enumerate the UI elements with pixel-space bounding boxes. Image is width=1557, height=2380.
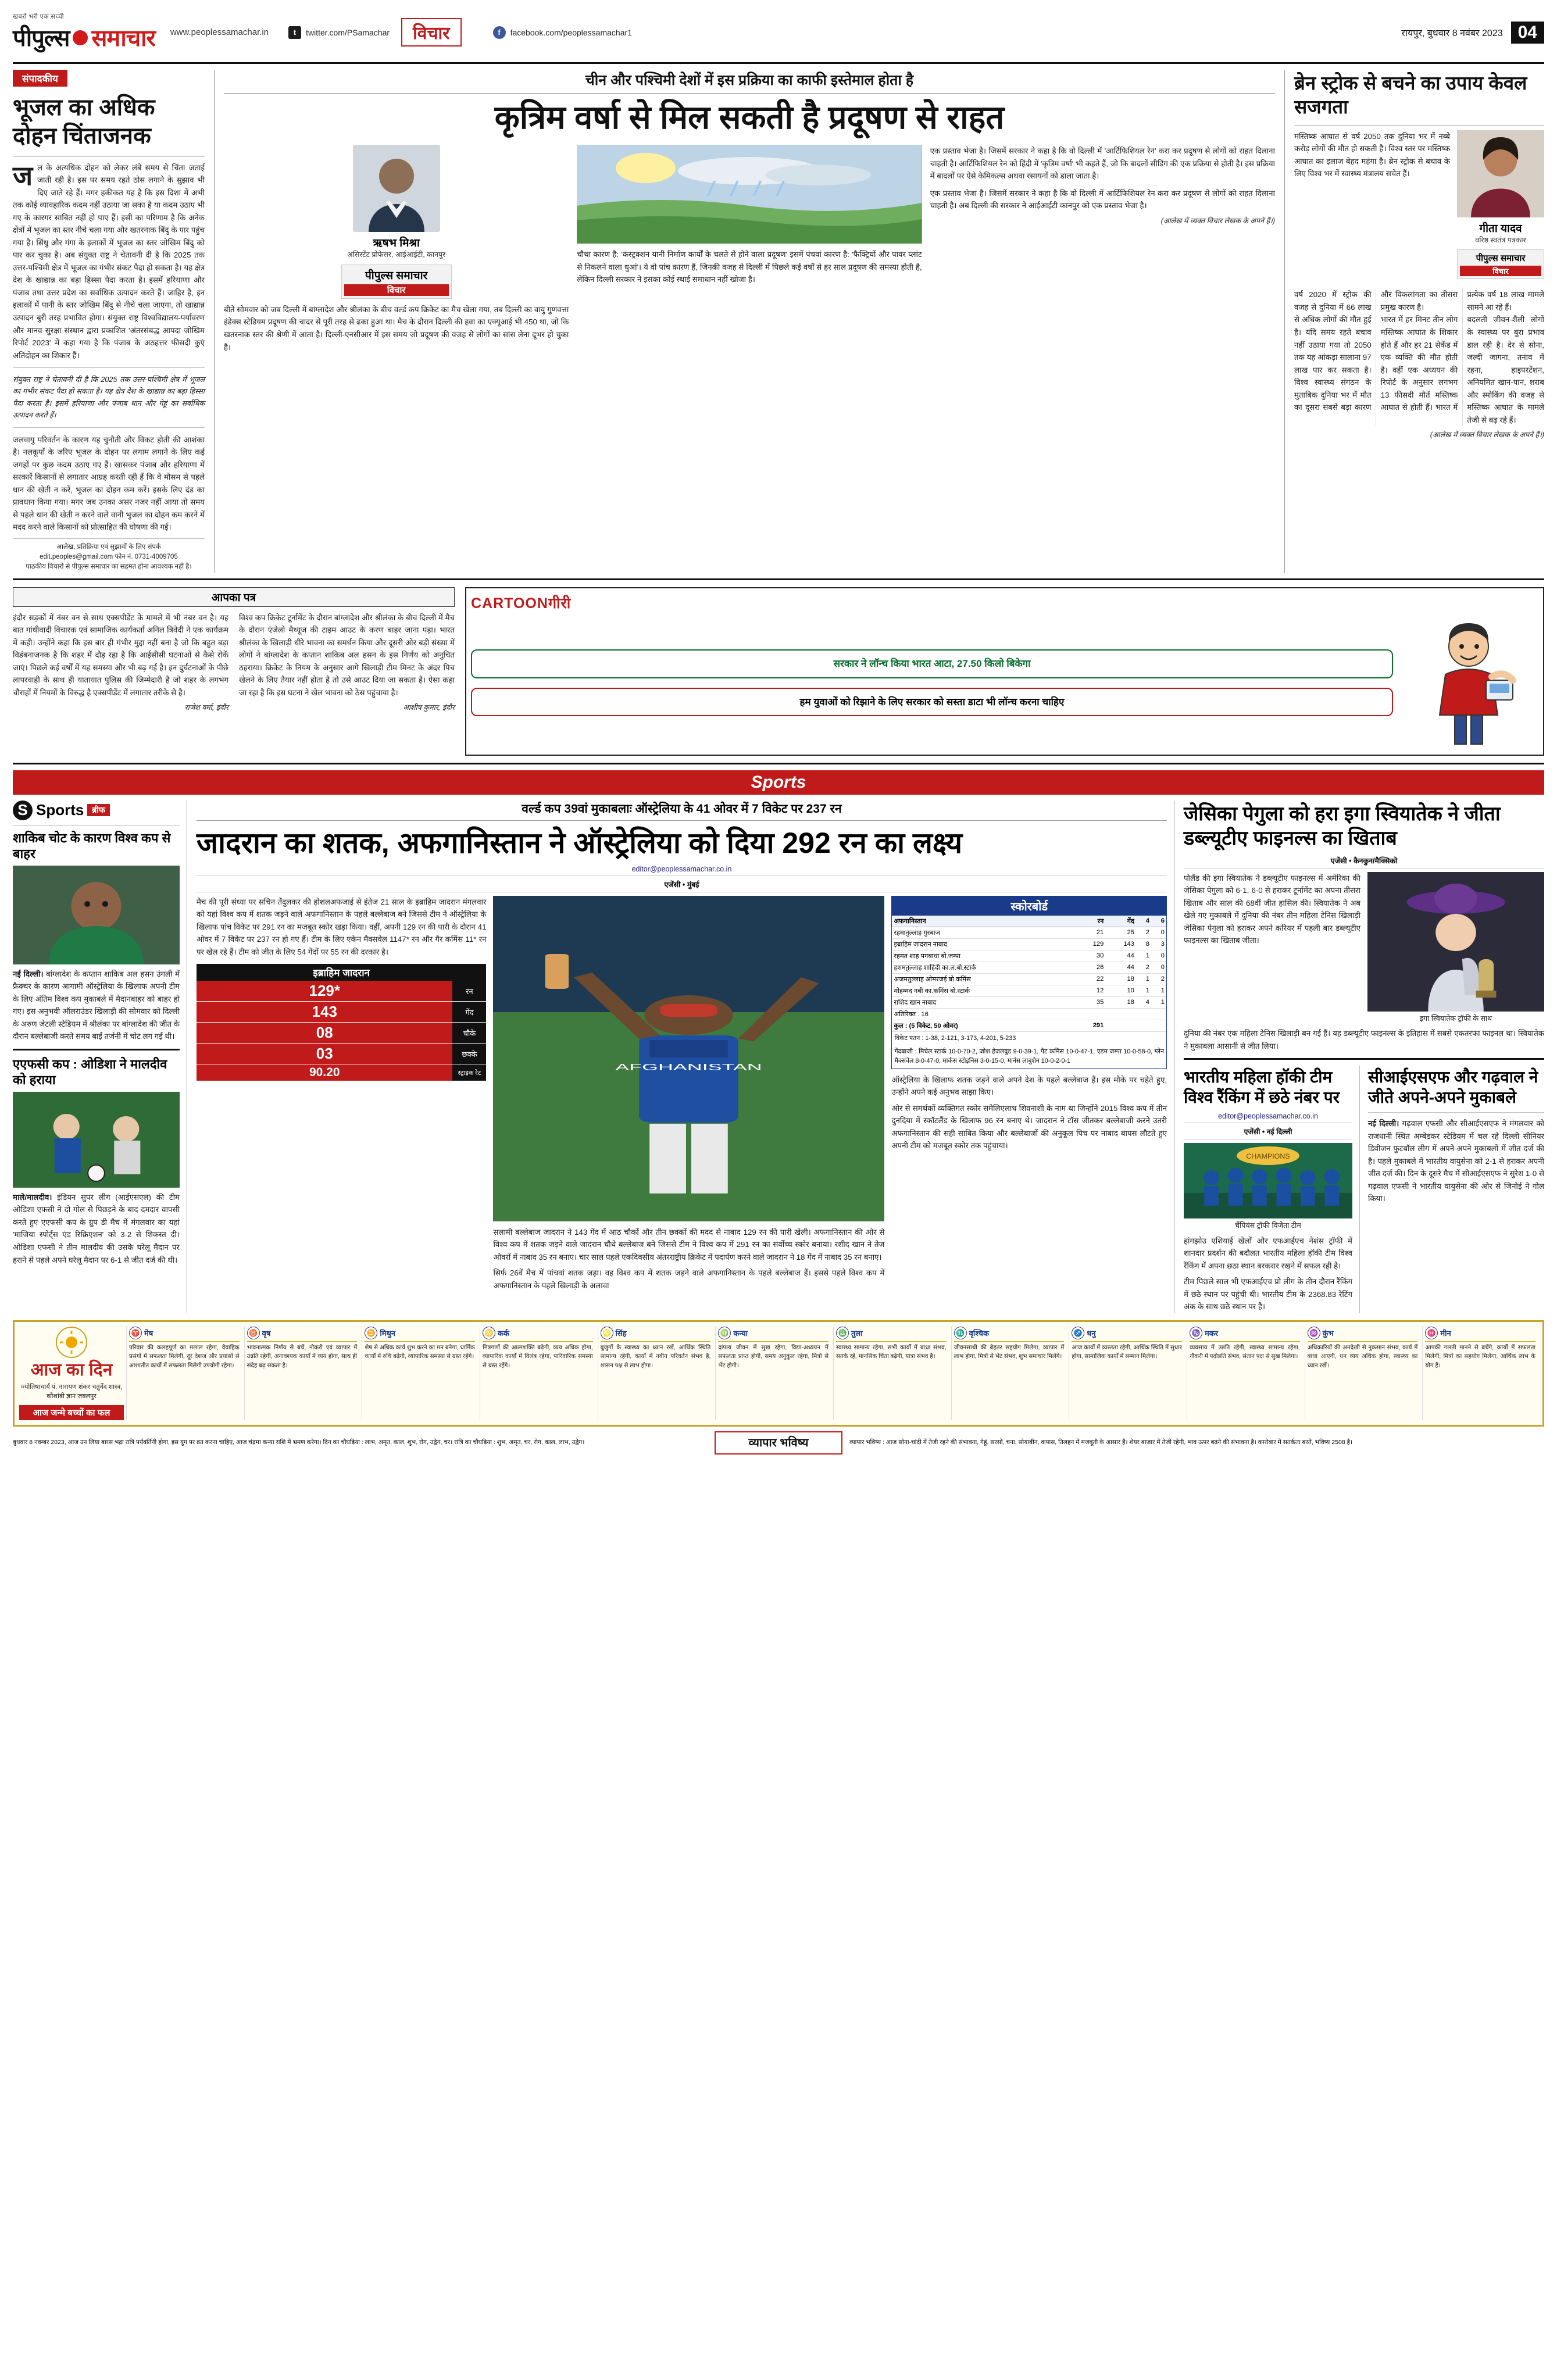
sagittarius-icon: ♐	[1072, 1327, 1084, 1339]
contact-line-1: आलेख, प्रतिक्रिया एवं सुझावों के लिए संपर्क	[56, 543, 161, 551]
main-article-right	[930, 145, 1275, 353]
table-row	[892, 1020, 1166, 1031]
player-cell: हशमतुल्लाह शाहिदी का.ल.बो.स्टार्क	[892, 962, 1074, 973]
sign-text: अधिकारियों की अनदेखी से नुकसान संभव, कार्य में बाधा आएगी, धन व्यय अधिक होगा, स्वास्थ्य का ध्यान रखें।	[1307, 1344, 1418, 1369]
brief-headline-2: एएफसी कप : ओडिशा ने मालदीव को हराया	[13, 1056, 167, 1088]
main-article-mid	[577, 145, 922, 353]
player-cell: राशिद खान नाबाद	[892, 996, 1074, 1008]
twitter-handle: twitter.com/PSamachar	[306, 27, 390, 37]
sign-name: कर्क	[498, 1328, 509, 1338]
balls-cell: 10	[1105, 985, 1136, 996]
stat-label: गेंद	[452, 1002, 486, 1022]
bowling-figures: गेंदबाजी : मिचेल स्टार्क 10-0-70-2, जोश हेजलवुड 9-0-39-1, पैट कमिंस 10-0-47-1, एडम जम्पा 10-0-58-0, ग्लेन मैक्सवेल 8-0-47-0, मार्कस स्टोइनिस 3-0-15-0, मार्नस लाबुशेन 10-0-2-0-1	[894, 1048, 1164, 1064]
editorial-headline: भूजल का अधिक दोहन चिंताजनक	[13, 95, 155, 149]
contact-line-2[interactable]: edit.peoples@gmail.com फोन नं. 0731-4009705	[40, 553, 178, 561]
sports-brief-column	[13, 801, 187, 1313]
stat-value: 129*	[309, 982, 340, 1000]
football-dateline: नई दिल्ली।	[1368, 1119, 1399, 1128]
horoscope-sign[interactable]	[1305, 1327, 1420, 1420]
sports-brief-tag: ब्रीफ	[87, 804, 109, 816]
table-row	[892, 927, 1166, 938]
website-url[interactable]: www.peoplessamachar.in	[170, 27, 269, 37]
author-block	[224, 145, 569, 353]
brief-body-1: बांग्लादेश के कप्तान शाकिब अल हसन उंगली में फ्रैक्चर के कारण आगामी ऑस्ट्रेलिया के खिलाफ अपनी टीम के लिए अंतिम विश्व कप मुकाबले में मैदानबाहर को बाहर हो गए। इस अनुभवी ऑलराउंडर खिलाड़ी की सोमवार को दिल्ली के अरुण जेटली स्टेडियम में श्रीलंका पर बांग्लादेश की जीत के दौरान बल्लेबाजी करते समय बाईं तर्जनी में चोट लग गई थी।	[13, 969, 180, 1041]
stat-value: 08	[316, 1024, 333, 1042]
sign-name: कन्या	[733, 1328, 748, 1338]
author-photo	[353, 145, 440, 232]
runs-cell: 30	[1075, 950, 1106, 962]
sign-name: कुंभ	[1322, 1328, 1334, 1338]
sports-brief-s-icon: S	[13, 801, 33, 820]
cartoon-title-main: CARTOON	[471, 595, 548, 612]
opinion-section	[13, 70, 1544, 580]
brief-photo-1	[13, 866, 180, 964]
table-row	[892, 996, 1166, 1008]
horoscope-sign[interactable]	[1187, 1327, 1302, 1420]
cricket-scoreboard-col	[891, 896, 1167, 1292]
table-row	[892, 985, 1166, 996]
cartoon-title-suffix: गीरी	[548, 595, 572, 612]
balls-cell: 25	[1105, 927, 1136, 938]
cricket-byline[interactable]: editor@peoplessamachar.co.in	[197, 865, 1167, 876]
fall-of-wickets: विकेट पतन : 1-38, 2-121, 3-173, 4-201, 5-233	[894, 1034, 1016, 1042]
author-role: असिस्टेंट प्रोफेसर, आईआईटी, कानपुर	[347, 251, 446, 259]
health-author-photo	[1457, 130, 1544, 217]
editorial-contact	[13, 538, 205, 573]
newspaper-logo[interactable]	[13, 12, 155, 53]
horoscope-sign[interactable]	[951, 1327, 1067, 1420]
brief-body-2: इंडियन सुपर लीग (आईएसएल) की टीम ओडिशा एफसी ने दो गोल से पिछड़ने के बाद दमदार वापसी करते हुए एएफसी कप के ग्रुप डी मैच में मंगलवार का यहां 'माजिया स्पोर्ट्स एंड रिक्रिएशन' को 3-2 से शिकस्त दी। ओडिशा एफसी ने तीन मालदीव की उसके घरेलू मैदान पर हराने से पहले अपने घरेलू मैदान पर 6-1 से जीत दर्ज की थी।	[13, 1192, 180, 1264]
cricket-kicker: वर्ल्ड कप 39वां मुकाबलाः ऑस्ट्रेलिया के 41 ओवर में 7 विकेट पर 237 रन	[197, 801, 1167, 821]
horoscope-sign[interactable]	[833, 1327, 949, 1420]
health-headline: ब्रेन स्ट्रोक से बचने का उपाय केवल सजगता	[1294, 72, 1527, 118]
football-body: गढ़वाल एफसी और सीआईएसएफ ने मंगलवार को राजधानी स्थित अम्बेडकर स्टेडियम में चल रहे दिल्ली सीनियर डिवीजन फुटबॉल लीग में अपने-अपने मुकाबलों में जीत दर्ज की है। पहले मुकाबले में भारतीय वायुसेना को 2-1 से हराकर अपनी जीत दर्ज की। दिन के दूसरे मैच में सीआईएसएफ ने सुरेश 1-0 से गढ़वाल एफसी ने भारतीय वायुसेना की ओर से जिनोई ने गोल किया।	[1368, 1119, 1544, 1203]
sun-icon	[56, 1327, 87, 1358]
facebook-icon: f	[493, 26, 506, 39]
panchang-text: बुधवार 8 नवम्बर 2023, आज उन लिया बारस भद्रा रात्रि पर्यवर्तिनी होगा, इस युग पर व्रत करना चाहिए, आज चंद्रमा कन्या राशि में भ्रमण करेगा। दिन का चौघड़िया : लाभ, अमृत, काल, शुभ, रोग, उद्वेग, चर। रात्रि का चौघड़िया : शुभ, अमृत, चर, रोग, काल, लाभ, उद्वेग।	[13, 1438, 585, 1446]
facebook-handle: facebook.com/peoplessamachar1	[510, 27, 632, 37]
main-article-col4: एक प्रस्ताव भेजा है। जिसमें सरकार ने कहा है कि वो दिल्ली में आर्टिफिशियल रेन करा कर प्रदूषण से लोगों को राहत दिलाना चाहती है। अब दिल्ली की सरकार ने आईआईटी कानपुर को एक प्रस्ताव भेजा है।	[930, 188, 1275, 210]
capricorn-icon: ♑	[1190, 1327, 1202, 1339]
taurus-icon: ♉	[247, 1327, 260, 1339]
sign-text: भावनात्मक निर्णय से बचें, नौकरी एवं व्यापार में उन्नति रहेगी, अनावश्यक कार्यों में व्यय होगा, साथ ही संदेह बढ़ सकता है।	[247, 1344, 358, 1369]
letters-title: आपका पत्र	[13, 587, 455, 607]
total-cell: कुल : (5 विकेट, 50 ओवर)	[892, 1020, 1074, 1031]
scorpio-icon: ♏	[954, 1327, 967, 1339]
total-runs-cell: 291	[1075, 1020, 1106, 1031]
stat-value: 90.20	[309, 1066, 340, 1080]
logo-wordmark	[13, 21, 155, 53]
editorial-pullquote: संयुक्त राष्ट्र ने चेतावनी दी है कि 2025 तक उत्तर-पश्चिमी क्षेत्र में भूजल का गंभीर संकट पैदा हो सकता है। यह क्षेत्र देश के खाद्यान्न का बड़ा हिस्सा पैदा करता है। इसमें हरियाणा और पंजाब धान और गेहूं का सर्वाधिक उत्पादन करते हैं।	[13, 376, 205, 420]
balls-cell: 44	[1105, 962, 1136, 973]
health-author-name: गीता यादव	[1479, 222, 1522, 235]
runs-cell: 22	[1075, 973, 1106, 985]
author-name: ऋषभ मिश्रा	[373, 237, 420, 250]
fours-cell: 1	[1136, 950, 1151, 962]
horoscope-footer	[13, 1431, 1544, 1455]
facebook-link[interactable]	[493, 26, 632, 39]
sign-text: जीवनसाथी की बेहतर सहयोग मिलेगा, व्यापार में लाभ होगा, मित्रों से भेंट संभव, शुभ समाचार मिलेंगे।	[954, 1344, 1065, 1360]
health-brand-name: पीपुल्स समाचार	[1476, 253, 1526, 264]
aries-icon: ♈	[129, 1327, 142, 1339]
sports-brief-logo	[13, 801, 180, 820]
health-col3: बदलती जीवन-शैली लोगों के स्वास्थ्य पर बुरा प्रभाव डाल रही है। देर से सोना, जल्दी जागना, तनाव में रहना, हाइपरटेंशन, अनियमित खान-पान, शराब और स्मोकिंग की वजह से मस्तिष्क आघात के मामले तेजी से बढ़ रहे हैं।	[1467, 315, 1544, 424]
horoscope-footer-badge: आज जन्मे बच्चों का फल	[19, 1405, 124, 1420]
aquarius-icon: ♒	[1308, 1327, 1320, 1339]
stat-label: चौके	[452, 1023, 486, 1043]
player-cell: अजमतुल्लाह ओमरजई बो.कमिंस	[892, 973, 1074, 985]
svg-text:CHAMPIONS: CHAMPIONS	[1246, 1152, 1290, 1161]
health-col2: भारत में हर मिनट तीन लोग मस्तिष्क आघात के शिकार होते हैं और हर 21 सेकेंड में एक व्यक्ति की मौत होती है। वहीं एक अध्ययन की रिपोर्ट के अनुसार लगभग 13 फीसदी मौतें मस्तिष्क आघात से होती हैं। भारत में प्रत्येक वर्ष 18 लाख मामले सामने आ रहे हैं।	[1380, 290, 1544, 412]
score-col-head: गेंद	[1105, 916, 1136, 927]
player-cell: मोहम्मद नबी का.कमिंस बो.स्टार्क	[892, 985, 1074, 996]
cartoon-character-illustration	[1399, 616, 1538, 750]
health-disclaimer: (आलेख में व्यक्त विचार लेखक के अपने हैं।)	[1430, 431, 1544, 439]
cartoon-caption-top: सरकार ने लॉन्च किया भारत आटा, 27.50 किलो बिकेगा	[471, 649, 1393, 678]
health-brand-badge	[1457, 249, 1544, 279]
letter-author: आशीष कुमार, इंदौर	[403, 703, 455, 712]
inline-brand-section: विचार	[344, 284, 449, 296]
player-cell: रहमत शाह पगबाधा बो.जम्पा	[892, 950, 1074, 962]
table-row	[892, 950, 1166, 962]
player-cell: इब्राहिम जादरान नाबाद	[892, 938, 1074, 950]
brief-text-2	[13, 1191, 180, 1266]
sixes-cell: 0	[1151, 962, 1166, 973]
main-article-headline: कृत्रिम वर्षा से मिल सकती है प्रदूषण से राहत	[494, 99, 1005, 135]
tennis-headline: जेसिका पेगुला को हरा इगा स्वियातेक ने जीता डब्ल्यूटीए फाइनल्स का खिताब	[1184, 802, 1501, 850]
cancer-icon: ♋	[483, 1327, 495, 1339]
horoscope-byline: ज्योतिषाचार्य पं. नारायण शंकर चतुर्वेद शास्त्र, कौशांबी ज्ञान जबलपुर	[20, 1383, 123, 1400]
inline-brand-name: पीपुल्स समाचार	[365, 269, 428, 282]
horoscope-sign[interactable]	[362, 1327, 477, 1420]
stat-value: 143	[312, 1003, 337, 1021]
horoscope-section	[13, 1320, 1544, 1427]
main-article-col2: चौथा कारण है: 'कंस्ट्रक्शन यानी निर्माण कार्यों के चलते से होने वाला प्रदूषण' इसमें पंचवां कारण है: 'फैक्ट्रियों और पावर प्लांट से निकलने वाला धुआं'। ये वो पांच कारण हैं, जिनकी वजह से दिल्ली में पिछले कई वर्षों से हर साल प्रदूषण की समस्या होती है, लेकिन दिल्ली सरकार ने इसका कोई स्थाई समाधान नहीं खोजा है।	[577, 250, 922, 284]
tennis-photo-col	[1367, 872, 1544, 1024]
main-article-kicker: चीन और पश्चिमी देशों में इस प्रक्रिया का काफी इस्तेमाल होता है	[224, 70, 1275, 94]
score-col-head: रन	[1075, 916, 1106, 927]
brief-headline-1: शाकिब चोट के कारण विश्व कप से बाहर	[13, 830, 171, 862]
sign-text: आज कार्यों में व्यस्तता रहेगी, आर्थिक स्थिति में सुधार होगा, सामाजिक कार्यों में सम्मान मिलेगा।	[1072, 1344, 1182, 1360]
scoreboard-table	[892, 916, 1166, 1032]
sixes-cell: 0	[1151, 927, 1166, 938]
health-col1: वर्ष 2020 में स्ट्रोक की वजह से दुनिया में 66 लाख से अधिक लोगों की मौत हुई है। यदि समय रहते बचाव नहीं उठाया गया तो 2050 तक यह आंकड़ा सालाना 97 लाख पार कर सकता है। विश्व स्वास्थ्य संगठन के मुताबिक दुनिया भर में मौत का दूसरा सबसे बड़ा कारण और विकलांगता का तीसरा प्रमुख कारण है।	[1294, 290, 1458, 412]
player-name: इब्राहिम जादरान	[197, 964, 486, 981]
brief-dateline-1: नई दिल्ली।	[13, 969, 44, 978]
horoscope-sign[interactable]	[598, 1327, 713, 1420]
virgo-icon: ♍	[718, 1327, 731, 1339]
cricket-headline: जादरान का शतक, अफगानिस्तान ने ऑस्ट्रेलिया को दिया 292 रन का लक्ष्य	[197, 826, 963, 859]
balls-cell: 18	[1105, 996, 1136, 1008]
tennis-photo-caption: इगा स्वियातेक ट्रॉफी के साथ	[1419, 1014, 1492, 1023]
letters-cartoon-row	[13, 587, 1544, 764]
letter-text: विश्व कप क्रिकेट टूर्नामेंट के दौरान बांग्लादेश और श्रीलंका के बीच दिल्ली में मैच के दौरान एंजेलो मैथ्यूज की टाइम आउट के करण बाहर जाना पड़ा। भारत श्रीलंका के खिलाड़ी धीरे भावना का समर्थन किया और दूसरी ओर बड़ी संख्या में लोगों ने बांग्लादेश के कप्तान शाकिब अल हसन के इस निर्णय को अनुचित ठहराया। क्रिकेट के नियम के अनुसार आगे खिलाड़ी टीम मिनट के अंदर पिच खेलने के लिए तैयार नहीं होता है तो उसे आउट दिया जा सकता है। ऐसा कहा जा रहा है कि इस घटना ने खेल भावना को ठेस पहुंचाया है।	[239, 613, 455, 697]
main-article-col3: एक प्रस्ताव भेजा है। जिसमें सरकार ने कहा है कि वो दिल्ली में 'आर्टिफिशियल रेन' करा कर प्रदूषण से लोगों को राहत दिलाना चाहती है। आर्टिफिशियल रेन को हिंदी में 'कृत्रिम वर्षा' भी कहते हैं, जो कि बादलों सीडिंग की एक प्रक्रिया से होती है। इस प्रक्रिया में बादलों पर ऐसे केमिकल्स अथवा रसायनों को डाला जाता है।	[930, 146, 1275, 181]
masthead	[13, 8, 1544, 64]
brief-photo-2	[13, 1092, 180, 1188]
logo-right-text: समाचार	[91, 25, 155, 51]
editorial-column	[13, 70, 205, 573]
sign-name: वृश्चिक	[969, 1328, 990, 1338]
letter-text: इंदौर सड़कों में नंबर वन से साथ एक्सपीडेंट के मामले में भी नंबर वन है। यह बात गांधीवादी विचारक एवं सामाजिक कार्यकर्ता अनिल त्रिवेदी ने एक कार्यक्रम में कही। उन्होंने कहा कि इस बार ही गंभीर मुद्दा नहीं बना है जो कि बहुत बड़ा विडंबनाजनक है कि शहर में दौड़ रहा है कि आईसीसी घटनाओं से कैसे रोकें जाएं। पिछले कई वर्षों में यह समस्या और भी बढ़ गई है। इन दुर्घटनाओं के पीछे लापरवाही के साथ ही यातायात पुलिस की जिम्मेदारी है जो शहर के लगभग चौराहों में नियमों के विरुद्ध है एक्सपीडेंट में लगातार तरीके से है।	[13, 613, 228, 697]
hockey-text-1: हांगझोउ एशियाई खेलों और एफआईएच नेशंस ट्रॉफी में शानदार प्रदर्शन की बदौलत भारतीय महिला हॉकी टीम विश्व रैंकिंग में अपना छठा स्थान बरकरार रखने में सफल रही है।	[1184, 1236, 1352, 1270]
cricket-text-3: सिर्फ 26वें मैच में पांचवां शतक जड़ा। वह विश्व कप में शतक जड़ने वाले अफगानिस्तान के पहले बल्लेबाज हैं। इससे पहले विश्व कप में अफगानिस्तान के पहले खिलाड़ी के अलावा	[493, 1268, 885, 1290]
sixes-cell: 0	[1151, 950, 1166, 962]
hockey-photo	[1184, 1143, 1352, 1218]
score-col-head: 4	[1136, 916, 1151, 927]
cricket-col-1	[197, 896, 486, 1292]
tennis-photo	[1367, 872, 1544, 1012]
letter-author: राजेश वर्मा, इंदौर	[184, 703, 228, 712]
tennis-text-col	[1184, 872, 1360, 1024]
horoscope-sign[interactable]	[244, 1327, 360, 1420]
fours-cell: 4	[1136, 996, 1151, 1008]
sign-name: मेष	[144, 1328, 153, 1338]
masthead-right	[1401, 22, 1544, 44]
sign-text: परिवार की कलहपूर्ण का मलाल रहेगा, वैवाहिक प्रसंगों में सफलता मिलेगी, दूर देशज और प्रयासों से आशातीत कार्यों में सफलता मिलेगी उपयोगी रहेगा।	[129, 1344, 240, 1369]
stat-label: स्ट्राइक रेट	[452, 1064, 486, 1081]
sign-name: तुला	[851, 1328, 863, 1338]
sign-name: मीन	[1440, 1328, 1451, 1338]
health-author-role: वरिष्ठ स्वतंत्र पत्रकार	[1475, 235, 1526, 244]
sign-name: सिंह	[615, 1328, 627, 1338]
business-forecast-title: व्यापार भविष्य	[715, 1431, 842, 1455]
sign-name: धनु	[1087, 1328, 1096, 1338]
contact-line-3: पाठकीय विचारों से पीपुल्स समाचार का सहमत होना आवश्यक नहीं है।	[26, 563, 192, 571]
sixes-cell: 1	[1151, 996, 1166, 1008]
letters-box	[13, 587, 455, 756]
stat-label: रन	[452, 981, 486, 1001]
sign-text: आपकी गलती मानने से बचेंगे, कार्यों में सफलता मिलेगी, मित्रों का सहयोग मिलेगा, आर्थिक लाभ के योग हैं।	[1425, 1344, 1535, 1369]
health-article-column	[1294, 70, 1544, 573]
football-headline: सीआईएसएफ और गढ़वाल ने जीते अपने-अपने मुकाबले	[1368, 1068, 1538, 1107]
fours-cell: 1	[1136, 973, 1151, 985]
sign-text: बुजुर्गों के स्वास्थ्य का ध्यान रखें, आर्थिक स्थिति सामान्य रहेगी, कार्यों में नवीन परिवर्तन संभव है, शासन पक्ष से लाभ होगा।	[600, 1344, 711, 1369]
scoreboard-title: स्कोरबोर्ड	[892, 896, 1166, 916]
tennis-text-1: पोलैंड की इगा स्वियातेक ने डब्ल्यूटीए फाइनल्स में अमेरिका की जेसिका पेगुला को 6-1, 6-0 से हराकर टूर्नामेंट का अपना तीसरा खिताब और साल की 68वीं जीत हासिल की। स्वियातेक ने अब खेले गए मुकाबले में दुनिया की नंबर तीन महिला टेनिस खिलाड़ी जेसिका पेगुला को हराकर अपने करियर में पहली बार डब्ल्यूटीए फाइनल्स का खिताब जीता।	[1184, 873, 1360, 945]
sign-name: मकर	[1205, 1328, 1219, 1338]
table-row	[892, 938, 1166, 950]
balls-cell: 143	[1105, 938, 1136, 950]
score-col-head: 6	[1151, 916, 1166, 927]
horoscope-title: आज का दिन	[30, 1360, 113, 1380]
health-intro: मस्तिष्क आघात से वर्ष 2050 तक दुनिया भर में नब्बे करोड़ लोगों की मौत हो सकती है। विश्व स्तर पर मस्तिष्क आघात का इलाज बेहद महंगा है। ब्रेन स्ट्रोक से बचाव के लिए विश्व भर में स्वास्थ्य मंत्रालय सचेत हैं।	[1294, 131, 1450, 178]
hockey-text-2: टीम पिछले साल भी एफआईएच प्रो लीग के तीन दौरान रैंकिंग में छठे स्थान पर पहुंची थी। भारतीय टीम के 2368.83 रेटिंग अंक के साथ छठे स्थान पर है।	[1184, 1277, 1352, 1311]
fours-cell: 1	[1136, 985, 1151, 996]
logo-tagline: खबरों भरी एक सच्ची	[13, 13, 65, 20]
pisces-icon: ♓	[1425, 1327, 1438, 1339]
health-author-block	[1457, 130, 1544, 284]
sixes-cell: 3	[1151, 938, 1166, 950]
business-forecast-text: व्यापार भविष्य : आज सोना-चांदी में तेजी रहने की संभावना, गेहूं, सरसों, चना, सोयाबीन, कपास, तिलहन में मजबूती के आसार हैं। शेयर बाजार में तेजी रहेगी, भाव ऊपर बढ़ने की संभावना है। कारोबार में सतर्कता बरतें, भविष्य 2508 है।	[849, 1438, 1353, 1446]
runs-cell: 26	[1075, 962, 1106, 973]
twitter-icon: t	[288, 26, 301, 39]
hockey-headline: भारतीय महिला हॉकी टीम विश्व रैंकिंग में छठे नंबर पर	[1184, 1068, 1340, 1107]
page-number: 04	[1511, 22, 1544, 44]
balls-cell: 18	[1105, 973, 1136, 985]
sports-section	[13, 801, 1544, 1313]
tennis-text-2: दुनिया की नंबर एक महिला टेनिस खिलाड़ी बन गई हैं। यह डब्ल्यूटीए फाइनल्स के इतिहास में सबसे एकतरफा फाइनल था। स्वियातेक ने मुकाबला आसानी से जीत लिया।	[1184, 1029, 1544, 1050]
table-row	[892, 962, 1166, 973]
cartoon-box	[465, 587, 1544, 756]
cricket-agency: एजेंसी • मुंबई	[197, 880, 1167, 892]
libra-icon: ♎	[836, 1327, 849, 1339]
fours-cell: 2	[1136, 927, 1151, 938]
sign-text: मित्रगणों की आत्मशक्ति बढ़ेगी, व्यय अधिक होगा, व्यापारिक कार्यों में विलंब रहेगा, पारिवारिक समस्या से ग्रस्त रहेंगे।	[483, 1344, 593, 1369]
sign-name: मिथुन	[380, 1328, 395, 1338]
horoscope-sign[interactable]	[1069, 1327, 1184, 1420]
brief-text-1	[13, 968, 180, 1043]
balls-cell: 44	[1105, 950, 1136, 962]
horoscope-sign[interactable]	[126, 1327, 242, 1420]
leo-icon: ♌	[601, 1327, 613, 1339]
editorial-tag: संपादकीय	[13, 70, 67, 87]
sports-right-column	[1184, 801, 1544, 1313]
cartoon-title	[471, 593, 1538, 613]
main-article-col1: बीते सोमवार को जब दिल्ली में बांग्लादेश और श्रीलंका के बीच वर्ल्ड कप क्रिकेट का मैच खेला गया, तब दिल्ली का वायु गुणवत्ता इंडेक्स स्टेडियम प्रदूषण की चादर से पूरी तरह से ढका हुआ था। मैच के दौरान दिल्ली की हवा का एक्यूआई भी 450 था, जो कि खतरनाक स्तर की श्रेणी में आता है। दिल्ली-एनसीआर में इस समय जो प्रदूषण की वजह से लोगों का सांस लेना दूभर हो चुका है।	[224, 305, 569, 352]
sixes-cell: 1	[1151, 985, 1166, 996]
editorial-body-1: जल के अत्यधिक दोहन को लेकर लंबे समय से चिंता जताई जाती रही है। इस पर समय रहते ठोस लगाने के सुझाव भी दिए जाते रहे हैं। मगर हकीकत यह है कि इस दिशा में अभी तक कोई व्यावहारिक कदम नहीं उठाया जा सका है या कदम उठाए भी गए के कारगर साबित नहीं हो पाए हैं। इसी का परिणाम है कि अनेक क्षेत्रों में भूजल का स्तर नीचे चला गया और खतरनाक बिंदु के पार पहुंच गया है। सिंधु और गंगा के इलाकों में भूजल का स्तर जोखिम बिंदु को पार कर चुका है। अब संयुक्त राष्ट्र ने चेतावनी दी है कि 2025 तक उत्तर-पश्चिमी क्षेत्र में भूजल का गंभीर संकट पैदा हो सकता है। यह क्षेत्र देश के खाद्यान्न का बड़ा हिस्सा पैदा करता है। इसमें हरियाणा और पंजाब तथा उत्तर प्रदेश का सर्वाधिक उत्पादन करते हैं। जाहिर है, इन इलाकों में पानी के स्तर जोखिम बिंदु से नीचे चला जाएगा, तो खाद्यान्न उत्पादन बुरी तरह प्रभावित होगा। संयुक्त राष्ट्र विश्वविद्यालय-पर्यावरण और मानव सुरक्षा संस्थान द्वारा प्रकाशित 'अंतरसंबद्ध आपदा जोखिम रिपोर्ट 2023' में कहा गया है कि पंजाब के अठहत्तर फीसदी कुएं अतिदोहन का शिकार हैं।	[13, 160, 205, 360]
hockey-block	[1184, 1066, 1360, 1313]
sports-section-title: Sports	[13, 770, 1544, 795]
table-row	[892, 973, 1166, 985]
scoreboard	[891, 896, 1167, 1069]
cartoon-speech-bubble: हम युवाओं को रिझाने के लिए सरकार को सस्ता डाटा भी लॉन्च करना चाहिए	[471, 688, 1393, 717]
author-info	[335, 235, 458, 260]
svg-text:AFGHANISTAN: AFGHANISTAN	[615, 1062, 763, 1073]
main-article-column	[214, 70, 1285, 573]
player-cell: रहमानुल्लाह गुरबाज	[892, 927, 1074, 938]
horoscope-sign[interactable]	[1422, 1327, 1538, 1420]
stat-label: छक्के	[452, 1044, 486, 1064]
cricket-text-1: मैच की पूरी संध्या पर सचिन तेंदुलकर की होशलअफजाई से इंतेज 21 साल के इब्राहिम जादरान मंगलवार को यहां विश्व कप में शतक जड़ने वाले अफगानिस्तान के पहले बल्लेबाज बने जिससे टीम ने ऑस्ट्रेलिया के खिलाफ पांच विकेट पर 291 रन का मजबूत स्कोर खड़ा किया। वहीं, अपनी 129 रन की पारी के दौरान 41 ओवर में 7 विकेट पर 237 रन हो गए हैं। टीम के लिए एकेन मैक्सवेल 1147* रन और गैर कमिंस 11* रन पर खेल रहे हैं। टीम को जीत के लिए 54 गेंदों पर 55 रन की दरकार है।	[197, 897, 487, 956]
gemini-icon: ♊	[365, 1327, 377, 1339]
fours-cell: 8	[1136, 938, 1151, 950]
cricket-text-2: सलामी बल्लेबाज जादरान ने 143 गेंद में आठ चौकों और तीन छक्कों की मदद से नाबाद 129 रन की पारी खेली। अफगानिस्तान की ओर से विश्व कप में शतक जड़ने वाले जादरान चौथे बल्लेबाज बने जिससे टीम ने विश्व कप में 291 रन का सर्वोच्च स्कोर बनाया। रशीद खान ने तेज ओवरों में नाबाद 35 रन बनाए। चार साल पहले एकदिवसीय अंतरराष्ट्रीय क्रिकेट में पदार्पण करने वाले जादरान ने 18 गेंद में नाबाद 35 रन बनाए।	[493, 1227, 885, 1262]
extras-cell: अतिरिक्त : 16	[892, 1008, 1074, 1020]
horoscope-sign[interactable]	[480, 1327, 595, 1420]
sixes-cell: 2	[1151, 973, 1166, 985]
cricket-text-4: ऑस्ट्रेलिया के खिलाफ शतक जड़ने वाले अपने देश के पहले बल्लेबाज हैं। इस मौके पर चहेते हुए, उन्होंने अपने कई अनुभव साझा किए।	[891, 1075, 1167, 1097]
horoscope-title-block	[19, 1327, 124, 1420]
dateline: रायपुर, बुधवार 8 नवंबर 2023	[1401, 28, 1503, 38]
tennis-agency: एजेंसी • कैनकुन/मैक्सिको	[1184, 856, 1544, 869]
health-brand-section: विचार	[1460, 266, 1541, 276]
sign-text: स्वास्थ्य सामान्य रहेगा, सभी कार्यों में बाधा संभव, सतर्क रहें, मानसिक चिंता बढ़ेगी, यात्रा संभव है।	[836, 1344, 947, 1360]
horoscope-sign[interactable]	[715, 1327, 831, 1420]
letter-item	[13, 612, 228, 713]
runs-cell: 129	[1075, 938, 1106, 950]
cricket-text-5: ओर से समर्थकों व्यक्तिगत स्कोर समेलिएलाध शिवनाशी के नाम था जिन्होंने 2015 विश्व कप में तीन दुनदिया में स्कॉटलैंड के खिलाफ 96 रन बनाए थे। जादरान ने टॉस जीतकर बल्लेबाजी करने उतरी अफगानिस्तान की सही साबित किया और बल्लेबाजों की अनुकूल पिच पर नाबाद बापस लौटते हुए अपनी टीम को मजबूत स्कोर तक पहुंचाया।	[891, 1103, 1167, 1150]
fours-cell: 2	[1136, 962, 1151, 973]
cricket-photo-col	[493, 896, 884, 1292]
runs-cell: 12	[1075, 985, 1106, 996]
brief-dateline-2: माले/मालदीव।	[13, 1192, 52, 1202]
table-row	[892, 1008, 1166, 1020]
football-text	[1368, 1117, 1544, 1205]
section-badge: विचार	[401, 18, 462, 47]
sign-text: व्यवसाय में उन्नति रहेगी, स्वास्थ्य सामान्य रहेगा, नौकरी में पदोन्नति संभव, संतान पक्ष से सुख मिलेगा।	[1190, 1344, 1300, 1360]
hockey-agency: एजेंसी • नई दिल्ली	[1184, 1127, 1352, 1139]
sports-brief-label: Sports	[36, 801, 84, 819]
logo-left-text: पीपुल्स	[13, 25, 70, 51]
player-stat-card	[197, 964, 486, 1081]
sign-text: दांपत्य जीवन में सुख रहेगा, विद्या-अध्ययन में सफलता प्राप्त होगी, समय अनुकूल रहेगा, मित्रों से भेंट होगी।	[718, 1344, 829, 1369]
logo-dot-icon	[73, 30, 88, 45]
football-block	[1368, 1066, 1544, 1313]
inline-brand-badge	[341, 265, 452, 299]
hockey-byline[interactable]: editor@peoplessamachar.co.in	[1184, 1112, 1352, 1123]
cricket-action-photo	[493, 896, 884, 1221]
sign-name: वृष	[262, 1328, 271, 1338]
runs-cell: 21	[1075, 927, 1106, 938]
score-col-head: अफगानिस्तान	[892, 916, 1074, 927]
letter-item	[239, 612, 455, 713]
twitter-link[interactable]	[288, 26, 390, 39]
hockey-photo-caption: चैंपियंस ट्रॉफी विजेता टीम	[1235, 1221, 1301, 1230]
runs-cell: 35	[1075, 996, 1106, 1008]
editorial-body-2: जलवायु परिवर्तन के कारण यह चुनौती और विकट होती की आशंका है। नलकूपों के जरिए भूजल के दोहन पर लगाम लगाने के लिए कई जगहों पर कुछ कदम उठाए गए हैं। खासकर पंजाब और हरियाणा में सरकारें किसानों से लगातार आग्रह करती रही हैं कि वे मौसम से पहले धान की खेती न करें, भूजल का दोहन कम करें। इसके लिए दंड का प्रावधान किया गया। मगर जब उनका असर नजर नहीं आया तो समय से पहले धान की खेती न करने वाले वानी भुजल का दोहन कम करने में मदद करने वाले किसानों को प्रोत्साहित की घोषणा की गई।	[13, 435, 205, 532]
sign-text: शेष से अधिक कार्य शुभ करने का मन बनेगा, धार्मिक कार्यों में रुचि बढ़ेगी, व्यापारिक समस्या से ग्रस्त रहेंगे।	[365, 1344, 475, 1360]
main-article-disclaimer: (आलेख में व्यक्त विचार लेखक के अपने हैं।)	[1160, 216, 1275, 225]
cricket-main-column	[197, 801, 1174, 1313]
stat-value: 03	[316, 1045, 333, 1063]
article-illustration	[577, 145, 922, 244]
